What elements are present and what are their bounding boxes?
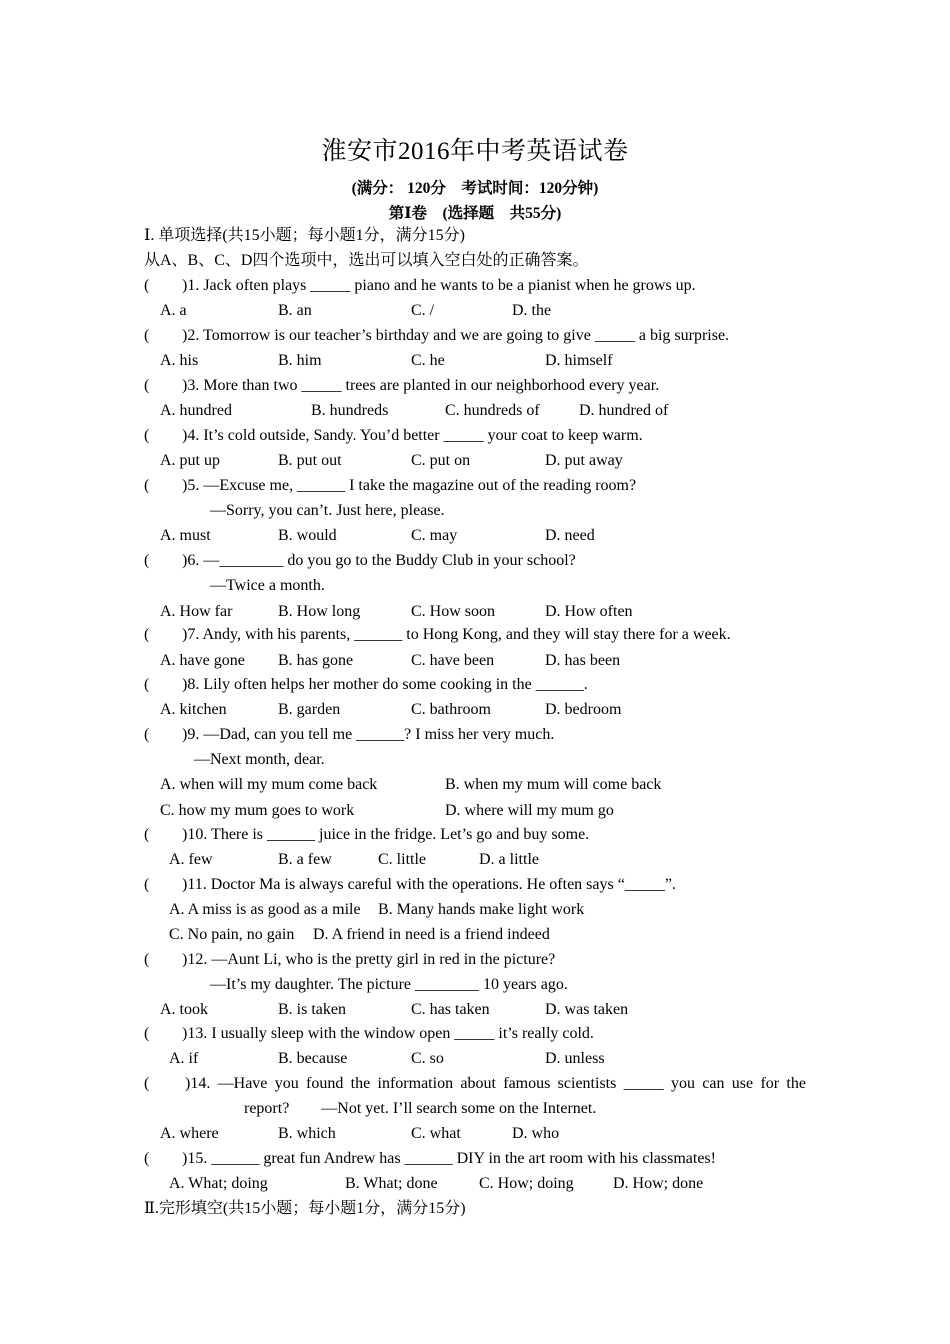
- stem-word: about: [460, 1075, 496, 1092]
- option-b[interactable]: B. Many hands make light work: [378, 901, 585, 918]
- answer-bracket[interactable]: (: [144, 327, 150, 344]
- option-c[interactable]: C. hundreds of: [445, 402, 540, 419]
- option-b[interactable]: B. when my mum will come back: [445, 776, 662, 793]
- answer-bracket[interactable]: (: [144, 876, 150, 893]
- question-stem: )13. I usually sleep with the window open _____ it’s really cold.: [182, 1025, 594, 1042]
- stem-word: )14.: [185, 1075, 211, 1092]
- option-d[interactable]: D. who: [512, 1125, 560, 1142]
- stem-word: the: [350, 1075, 371, 1092]
- question-stem: )7. Andy, with his parents, ______ to Hong Kong, and they will stay there for a week.: [182, 626, 731, 643]
- question-stem: )4. It’s cold outside, Sandy. You’d better _____ your coat to keep warm.: [182, 427, 643, 444]
- question-stem: )11. Doctor Ma is always careful with the operations. He often says “_____”.: [182, 876, 676, 893]
- option-d[interactable]: D. A friend in need is a friend indeed: [313, 926, 550, 943]
- option-d[interactable]: D. put away: [545, 452, 623, 469]
- stem-word: can: [702, 1075, 725, 1092]
- option-a[interactable]: A. put up: [160, 452, 220, 469]
- answer-bracket[interactable]: (: [144, 1150, 150, 1167]
- answer-bracket[interactable]: (: [144, 676, 150, 693]
- answer-bracket[interactable]: (: [144, 626, 150, 643]
- option-d[interactable]: D. a little: [479, 851, 539, 868]
- question-stem: )3. More than two _____ trees are planted in our neighborhood every year.: [182, 377, 660, 394]
- option-b[interactable]: B. garden: [278, 701, 341, 718]
- option-b[interactable]: B. because: [278, 1050, 348, 1067]
- option-b[interactable]: B. is taken: [278, 1001, 346, 1018]
- page-title: 淮安市2016年中考英语试卷: [321, 138, 629, 165]
- option-a[interactable]: A. hundred: [160, 402, 232, 419]
- option-c[interactable]: C. has taken: [411, 1001, 490, 1018]
- option-c[interactable]: C. little: [378, 851, 426, 868]
- option-b[interactable]: B. an: [278, 302, 312, 319]
- option-d[interactable]: D. himself: [545, 352, 613, 369]
- option-d[interactable]: D. where will my mum go: [445, 802, 614, 819]
- option-a[interactable]: A. have gone: [160, 652, 245, 669]
- answer-bracket[interactable]: (: [144, 1025, 150, 1042]
- option-b[interactable]: B. him: [278, 352, 322, 369]
- stem-word: —Have: [217, 1075, 268, 1092]
- stem-word: found: [306, 1075, 344, 1092]
- option-c[interactable]: C. bathroom: [411, 701, 491, 718]
- option-a[interactable]: A. kitchen: [160, 701, 227, 718]
- option-d[interactable]: D. bedroom: [545, 701, 622, 718]
- option-a[interactable]: A. What; doing: [169, 1175, 268, 1192]
- option-a[interactable]: A. How far: [160, 603, 233, 620]
- dialogue-reply: —Next month, dear.: [194, 751, 325, 768]
- answer-bracket[interactable]: (: [144, 726, 150, 743]
- exam-meta: (满分： 120分 考试时间：120分钟): [351, 180, 599, 197]
- answer-bracket[interactable]: (: [144, 377, 150, 394]
- option-b[interactable]: B. has gone: [278, 652, 354, 669]
- option-c[interactable]: C. may: [411, 527, 458, 544]
- option-c[interactable]: C. How; doing: [479, 1175, 574, 1192]
- option-d[interactable]: D. has been: [545, 652, 621, 669]
- question-stem: )2. Tomorrow is our teacher’s birthday and we are going to give _____ a big surprise.: [182, 327, 730, 344]
- dialogue-reply: —Twice a month.: [210, 577, 325, 594]
- answer-bracket[interactable]: (: [144, 951, 150, 968]
- stem-word: information: [377, 1075, 454, 1092]
- option-c[interactable]: C. so: [411, 1050, 444, 1067]
- option-b[interactable]: B. would: [278, 527, 337, 544]
- dialogue-reply: —Sorry, you can’t. Just here, please.: [210, 502, 445, 519]
- volume-heading: 第Ⅰ卷 (选择题 共55分): [388, 205, 562, 222]
- option-d[interactable]: D. unless: [545, 1050, 605, 1067]
- question-stem: )10. There is ______ juice in the fridge. Let’s go and buy some.: [182, 826, 590, 843]
- answer-bracket[interactable]: (: [144, 552, 150, 569]
- option-c[interactable]: C. have been: [411, 652, 495, 669]
- option-a[interactable]: A. took: [160, 1001, 208, 1018]
- option-b[interactable]: B. a few: [278, 851, 332, 868]
- section-1-heading: Ⅰ. 单项选择(共15小题；每小题1分，满分15分): [144, 227, 465, 244]
- option-d[interactable]: D. hundred of: [579, 402, 669, 419]
- option-b[interactable]: B. How long: [278, 603, 361, 620]
- dialogue-reply: —It’s my daughter. The picture ________ 10 years ago.: [210, 976, 568, 993]
- section-1-instruction: 从A、B、C、D四个选项中，选出可以填入空白处的正确答案。: [144, 252, 589, 269]
- option-d[interactable]: D. was taken: [545, 1001, 629, 1018]
- question-stem: )1. Jack often plays _____ piano and he wants to be a pianist when he grows up.: [182, 277, 696, 294]
- option-c[interactable]: C. No pain, no gain: [169, 926, 295, 943]
- stem-word: you: [670, 1075, 695, 1092]
- option-d[interactable]: D. How often: [545, 603, 633, 620]
- option-d[interactable]: D. need: [545, 527, 595, 544]
- answer-bracket[interactable]: (: [144, 427, 150, 444]
- option-c[interactable]: C. he: [411, 352, 445, 369]
- section-2-heading: Ⅱ.完形填空(共15小题；每小题1分，满分15分): [144, 1200, 466, 1217]
- answer-bracket[interactable]: (: [144, 477, 150, 494]
- option-c[interactable]: C. /: [411, 302, 435, 319]
- option-a[interactable]: A. his: [160, 352, 199, 369]
- option-b[interactable]: B. What; done: [345, 1175, 438, 1192]
- question-stem-continued: report? —Not yet. I’ll search some on the Internet.: [244, 1100, 597, 1117]
- option-a[interactable]: A. when will my mum come back: [160, 776, 378, 793]
- question-stem: )5. —Excuse me, ______ I take the magazine out of the reading room?: [182, 477, 637, 494]
- question-stem: )12. —Aunt Li, who is the pretty girl in red in the picture?: [182, 951, 556, 968]
- question-stem: )8. Lily often helps her mother do some cooking in the ______.: [182, 676, 588, 693]
- question-stem: )9. —Dad, can you tell me ______? I miss her very much.: [182, 726, 555, 743]
- stem-word: famous: [503, 1075, 551, 1092]
- answer-bracket[interactable]: (: [144, 826, 150, 843]
- option-a[interactable]: A. few: [169, 851, 213, 868]
- stem-word: the: [786, 1075, 806, 1092]
- stem-word: for: [760, 1075, 780, 1092]
- option-d[interactable]: D. the: [512, 302, 552, 319]
- question-stem: [185, 1074, 806, 1094]
- option-a[interactable]: A. if: [169, 1050, 199, 1067]
- option-a[interactable]: A. where: [160, 1125, 219, 1142]
- answer-bracket[interactable]: (: [144, 277, 150, 294]
- answer-bracket[interactable]: (: [144, 1075, 150, 1092]
- question-stem: )6. —________ do you go to the Buddy Club in your school?: [182, 552, 576, 569]
- option-b[interactable]: B. hundreds: [311, 402, 389, 419]
- option-c[interactable]: C. what: [411, 1125, 461, 1142]
- option-d[interactable]: D. How; done: [613, 1175, 704, 1192]
- option-a[interactable]: A. must: [160, 527, 211, 544]
- option-c[interactable]: C. How soon: [411, 603, 496, 620]
- option-a[interactable]: A. a: [160, 302, 187, 319]
- stem-word: use: [731, 1075, 754, 1092]
- option-c[interactable]: C. how my mum goes to work: [160, 802, 355, 819]
- option-b[interactable]: B. which: [278, 1125, 336, 1142]
- stem-word: _____: [623, 1075, 664, 1092]
- question-stem: )15. ______ great fun Andrew has ______ DIY in the art room with his classmates!: [182, 1150, 716, 1167]
- stem-word: scientists: [557, 1075, 617, 1092]
- option-c[interactable]: C. put on: [411, 452, 471, 469]
- option-a[interactable]: A. A miss is as good as a mile: [169, 901, 361, 918]
- option-b[interactable]: B. put out: [278, 452, 342, 469]
- stem-word: you: [274, 1075, 299, 1092]
